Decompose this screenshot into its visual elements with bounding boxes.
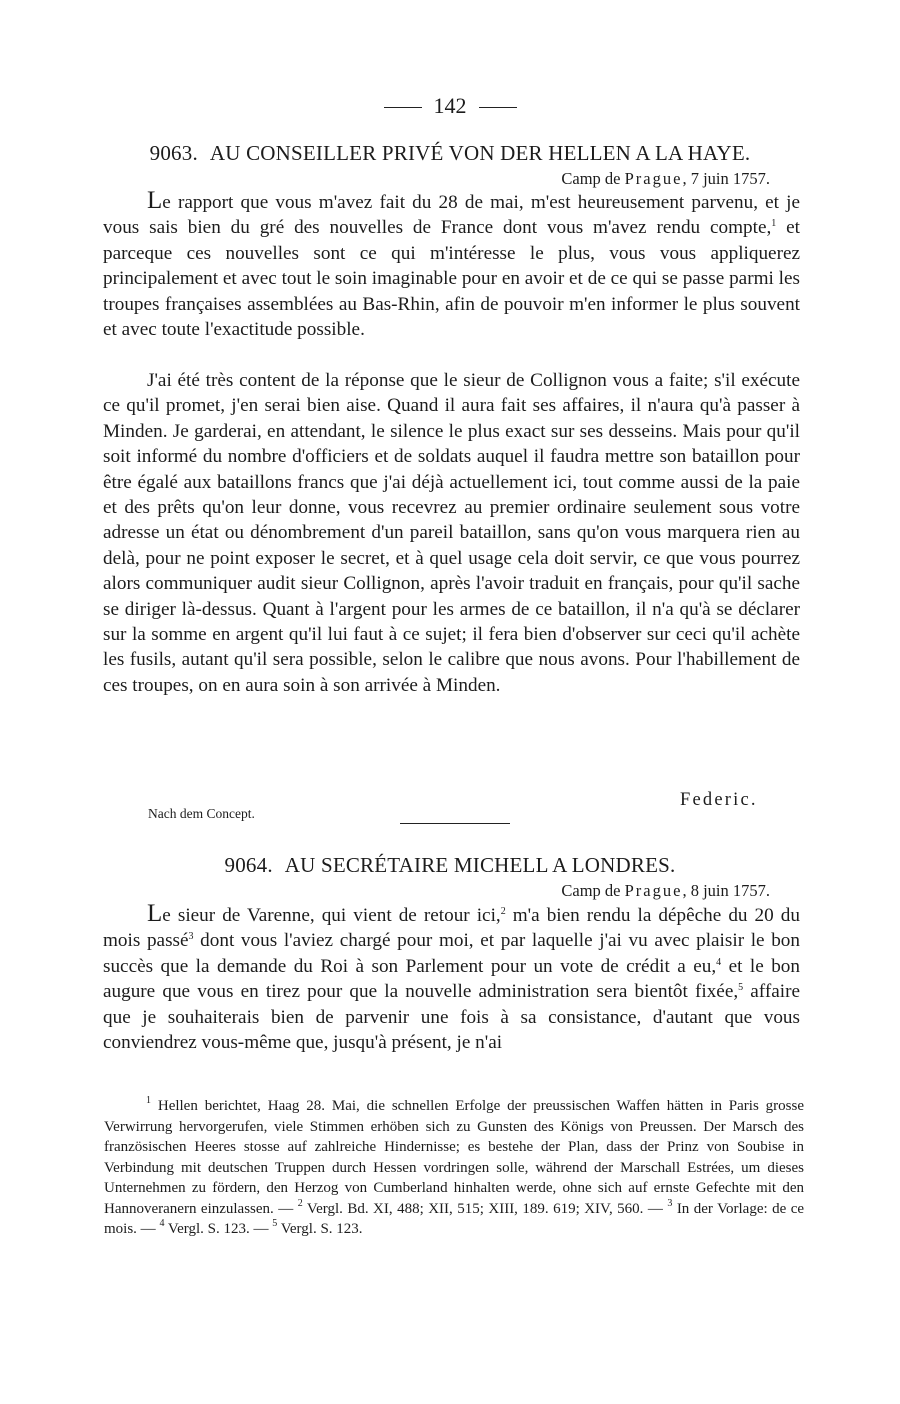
letter-9063-paragraph-1 xyxy=(103,188,800,342)
letter-title: AU CONSEILLER PRIVÉ VON DER HELLEN A LA HAYE. xyxy=(209,141,751,165)
page-number-row xyxy=(0,94,900,118)
letter-dateline-9064 xyxy=(561,881,770,901)
signature: Federic. xyxy=(680,790,758,810)
footnote-text: Vergl. S. 123. xyxy=(280,1221,363,1237)
drop-initial: L xyxy=(147,900,163,927)
letter-number: 9064. xyxy=(224,853,273,877)
footnote-marker: 2 xyxy=(297,1197,303,1209)
paragraph-text: m'a bien rendu la dépêche du 20 du mois passé xyxy=(103,905,800,952)
footnote-text: In der Vorlage: de ce mois. — xyxy=(104,1200,805,1237)
dateline-place: Prague xyxy=(624,881,683,900)
footnote-marker: 4 xyxy=(159,1218,165,1229)
dateline-prefix: Camp de xyxy=(561,169,625,188)
footnote-text: Vergl. Bd. XI, 488; XII, 515; XIII, 189. 619; XIV, 560. — xyxy=(306,1200,663,1217)
page-number-dash-right xyxy=(479,107,517,108)
page-number: 142 xyxy=(433,93,467,118)
footnote-ref: 4 xyxy=(716,956,722,968)
paragraph-text: J'ai été très content de la réponse que le sieur de Collignon vous a faite; s'il exécute ce qu'il promet, j'en serai bien aise. Quand il aura fait ses affaires, il n'aura qu'à passer à Minden. Je garderai, en attendant, le silence le plus exact sur ses desseins. Mais pour qu'il soit informé du nombre d'officiers et de soldats auquel il faudra mettre son bataillon pour être égalé aux bataillons francs que j'ai déjà actuellement ici, tout comme aussi de la paie et des prêts qu'on leur donne, vous recevrez au premier ordinaire seulement sous votre adresse un état ou dénombrement d'un pareil bataillon, sans qu'on vous marquera rien au delà, pour ne point exposer le secret, et à quel usage cela doit servir, ce que vous pourrez alors communiquer audit sieur Collignon, après l'avoir traduit en français, pour qu'il sache se diriger là-dessus. Quant à l'argent pour les armes de ce bataillon, il n'a qu'à se déclarer sur la somme en argent qu'il lui faut à ce sujet; il fera bien d'observer sur ceci qu'il achète les fusils, autant qu'il sera possible, selon le calibre que nous avons. Pour l'habillement de ces troupes, on en aura soin à son arrivée à Minden. xyxy=(103,370,800,696)
dateline-date: , 8 juin 1757. xyxy=(682,881,770,900)
letter-9063-paragraph-2 xyxy=(103,368,800,698)
footnote-ref: 5 xyxy=(738,982,744,994)
paragraph-text: et parceque ces nouvelles sont ce qui m'intéresse le plus, vous vous appliquerez principalement et avec tout le soin imaginable pour en avoir et de ce qui se passe parmi les troupes françaises assemblées au Bas-Rhin, afin de pouvoir m'en informer le plus souvent et avec toute l'exactitude possible. xyxy=(103,217,800,341)
footnote-text: Hellen berichtet, Haag 28. Mai, die schnellen Erfolge der preussischen Waffen hätten in Paris grosse Verwirrung hervorgerufen, viele Stimmen erhöben sich zu Gunsten des Königs von Preussen. Der Marsch des französischen Heeres stosse auf zahlreiche Hindernisse; es bestehe der Plan, dass der Prinz von Soubise in Verbindung mit deutschen Truppen durch Hessen vordringen solle, während der Marschall Estrées, um dieses Unternehmen zu fördern, den Herzog von Cumberland hinhalten werde, ohne sich auf ernste Gefechte mit den Hannoveranern einzulassen. — xyxy=(104,1098,804,1217)
footnote-ref: 2 xyxy=(500,906,506,917)
paragraph-text: e rapport que vous m'avez fait du 28 de mai, m'est heureusement parvenu, et je vous sais bien du gré des nouvelles de France dont vous m'avez rendu compte, xyxy=(103,192,800,239)
letter-heading-9064 xyxy=(0,852,900,878)
page-number-dash-left xyxy=(384,107,422,108)
letter-title: AU SECRÉTAIRE MICHELL A LONDRES. xyxy=(284,853,676,877)
letter-9064-paragraph-1 xyxy=(103,901,800,1055)
paragraph-text: affaire que je souhaiterais bien de parvenir une fois à sa consistance, d'autant que vous conviendrez vous-même que, jusqu'à présent, je n'ai xyxy=(103,981,800,1054)
footnotes xyxy=(104,1096,804,1240)
section-divider xyxy=(400,823,510,824)
drop-initial: L xyxy=(147,187,163,214)
paragraph-text: e sieur de Varenne, qui vient de retour ici, xyxy=(162,905,501,926)
source-note: Nach dem Concept. xyxy=(148,806,255,821)
paragraph-text: dont vous l'aviez chargé pour moi, et par laquelle j'ai vu avec plaisir le bon succès que la demande du Roi à son Parlement pour un vote de crédit a eu, xyxy=(103,930,800,977)
footnote-ref: 1 xyxy=(771,218,777,230)
dateline-prefix: Camp de xyxy=(561,881,625,900)
dateline-date: , 7 juin 1757. xyxy=(682,169,770,188)
dateline-place: Prague xyxy=(624,169,683,188)
footnote-ref: 3 xyxy=(188,931,194,943)
letter-heading-9063 xyxy=(0,140,900,166)
letter-dateline-9063 xyxy=(561,169,770,189)
footnote-text: Vergl. S. 123. — xyxy=(167,1221,269,1237)
footnote-marker: 1 xyxy=(146,1095,151,1106)
footnote-marker: 5 xyxy=(272,1218,278,1229)
footnote-marker: 3 xyxy=(667,1197,673,1209)
letter-number: 9063. xyxy=(149,141,198,165)
paragraph-text: et le bon augure que vous en tirez pour que la nouvelle administration sera bientôt fixée, xyxy=(103,955,800,1003)
